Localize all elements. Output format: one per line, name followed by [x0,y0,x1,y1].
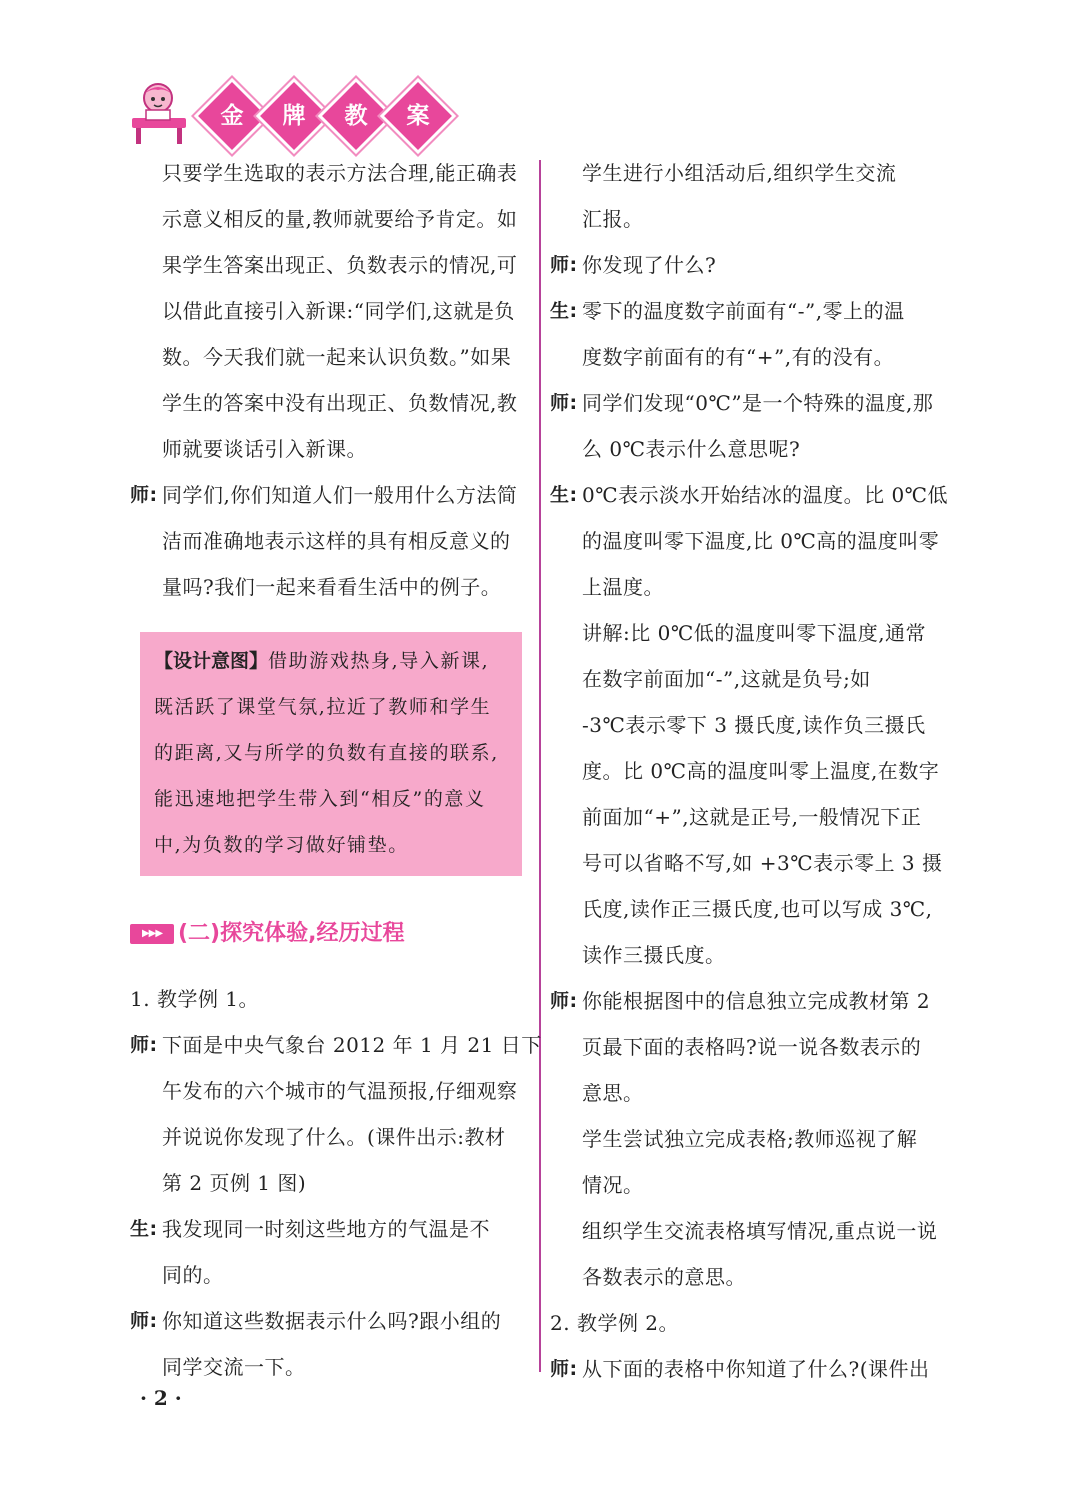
text-line: 学生尝试独立完成表格;教师巡视了解 [582,1127,918,1151]
text-line: 示意义相反的量,教师就要给予肯定。如 [162,207,518,231]
text-line: 0℃表示淡水开始结冰的温度。比 0℃低 [582,483,949,507]
triple-arrow-icon: ▶▶▶ [130,924,174,944]
text-line: 我发现同一时刻这些地方的气温是不 [162,1217,490,1241]
text-line: 中,为负数的学习做好铺垫。 [154,834,409,856]
text-line: 情况。 [582,1173,644,1197]
header-char: 牌 [282,103,306,129]
teacher-turn [130,472,530,610]
column-divider [539,160,541,1372]
text-line: 借助游戏热身,导入新课, [268,650,490,672]
text-line: 你知道这些数据表示什么吗?跟小组的 [162,1309,502,1333]
text-line: 既活跃了课堂气氛,拉近了教师和学生 [154,696,492,718]
teacher-turn [550,242,950,288]
text-line: 并说说你发现了什么。(课件出示:教材 [162,1125,506,1149]
text-line: 只要学生选取的表示方法合理,能正确表 [162,161,518,185]
section-heading [130,914,530,954]
text-line: 汇报。 [582,207,644,231]
right-column [550,150,950,1392]
text-line: 的距离,又与所学的负数有直接的联系, [154,742,499,764]
example-item: 1. 教学例 1。 [130,987,260,1011]
text-line: 第 2 页例 1 图) [162,1171,307,1195]
text-line: 你发现了什么? [582,253,717,277]
text-line: 洁而准确地表示这样的具有相反意义的 [162,529,511,553]
text-line: 果学生答案出现正、负数表示的情况,可 [162,253,518,277]
text-line: 讲解:比 0℃低的温度叫零下温度,通常 [582,621,927,645]
text-line: 同学们发现“0℃”是一个特殊的温度,那 [582,391,934,415]
text-line: 同学们,你们知道人们一般用什么方法简 [162,483,518,507]
student-mascot-icon [128,80,190,146]
text-line: 么 0℃表示什么意思呢? [582,437,801,461]
text-line: 号可以省略不写,如 +3℃表示零上 3 摄 [582,851,943,875]
text-line: 的温度叫零下温度,比 0℃高的温度叫零 [582,529,940,553]
text-line: 数。今天我们就一起来认识负数。”如果 [162,345,512,369]
speaker-label: 生: [550,484,578,506]
speaker-label: 师: [550,392,578,414]
speaker-label: 师: [130,1310,158,1332]
speaker-label: 师: [130,1034,158,1056]
speaker-label: 师: [550,254,578,276]
text-line: 同的。 [162,1263,224,1287]
header-char: 金 [220,103,244,129]
teacher-turn [550,978,950,1116]
student-turn [550,472,950,610]
text-line: 你能根据图中的信息独立完成教材第 2 [582,989,931,1013]
section-title: (二)探究体验,经历过程 [178,921,405,946]
text-line: 上温度。 [582,575,664,599]
text-line: 零下的温度数字前面有“-”,零上的温 [582,299,905,323]
text-line: 各数表示的意思。 [582,1265,746,1289]
teacher-turn [130,1022,542,1206]
text-line: 量吗?我们一起来看看生活中的例子。 [162,575,502,599]
text-line: 度数字前面有的有“+”,有的没有。 [582,345,895,369]
explanation-paragraph [550,610,950,978]
design-intent-box [140,632,522,876]
text-line: 氏度,读作正三摄氏度,也可以写成 3℃, [582,897,933,921]
paragraph [130,150,530,472]
speaker-label: 师: [550,1358,578,1380]
text-line: 师就要谈话引入新课。 [162,437,367,461]
text-line: 组织学生交流表格填写情况,重点说一说 [582,1219,938,1243]
teacher-turn [550,380,950,472]
text-line: -3℃表示零下 3 摄氏度,读作负三摄氏 [582,713,926,737]
design-intent-heading: 【设计意图】 [154,650,269,672]
text-line: 在数字前面加“-”,这就是负号;如 [582,667,871,691]
speaker-label: 师: [550,990,578,1012]
paragraph [550,1208,950,1300]
text-line: 页最下面的表格吗?说一说各数表示的 [582,1035,922,1059]
speaker-label: 生: [550,300,578,322]
text-line: 从下面的表格中你知道了什么?(课件出 [582,1357,930,1381]
text-line: 意思。 [582,1081,644,1105]
text-line: 下面是中央气象台 2012 年 1 月 21 日下 [162,1033,542,1057]
page-number: · 2 · [140,1386,182,1410]
text-line: 前面加“+”,这就是正号,一般情况下正 [582,805,922,829]
speaker-label: 师: [130,484,158,506]
paragraph [550,1116,950,1208]
student-turn [130,1206,530,1298]
text-line: 学生的答案中没有出现正、负数情况,教 [162,391,518,415]
text-line: 午发布的六个城市的气温预报,仔细观察 [162,1079,518,1103]
text-line: 学生进行小组活动后,组织学生交流 [582,161,897,185]
speaker-label: 生: [130,1218,158,1240]
header-char: 案 [406,103,430,129]
text-line: 读作三摄氏度。 [582,943,726,967]
teacher-turn [550,1346,950,1392]
text-line: 同学交流一下。 [162,1355,306,1379]
left-column [130,150,542,1390]
paragraph [550,150,950,242]
text-line: 能迅速地把学生带入到“相反”的意义 [154,788,486,810]
teacher-turn [130,1298,530,1390]
header-char: 教 [344,103,368,129]
example-item: 2. 教学例 2。 [550,1311,680,1335]
text-line: 度。比 0℃高的温度叫零上温度,在数字 [582,759,940,783]
student-turn [550,288,950,380]
text-line: 以借此直接引入新课:“同学们,这就是负 [162,299,515,323]
page-header [128,80,448,150]
